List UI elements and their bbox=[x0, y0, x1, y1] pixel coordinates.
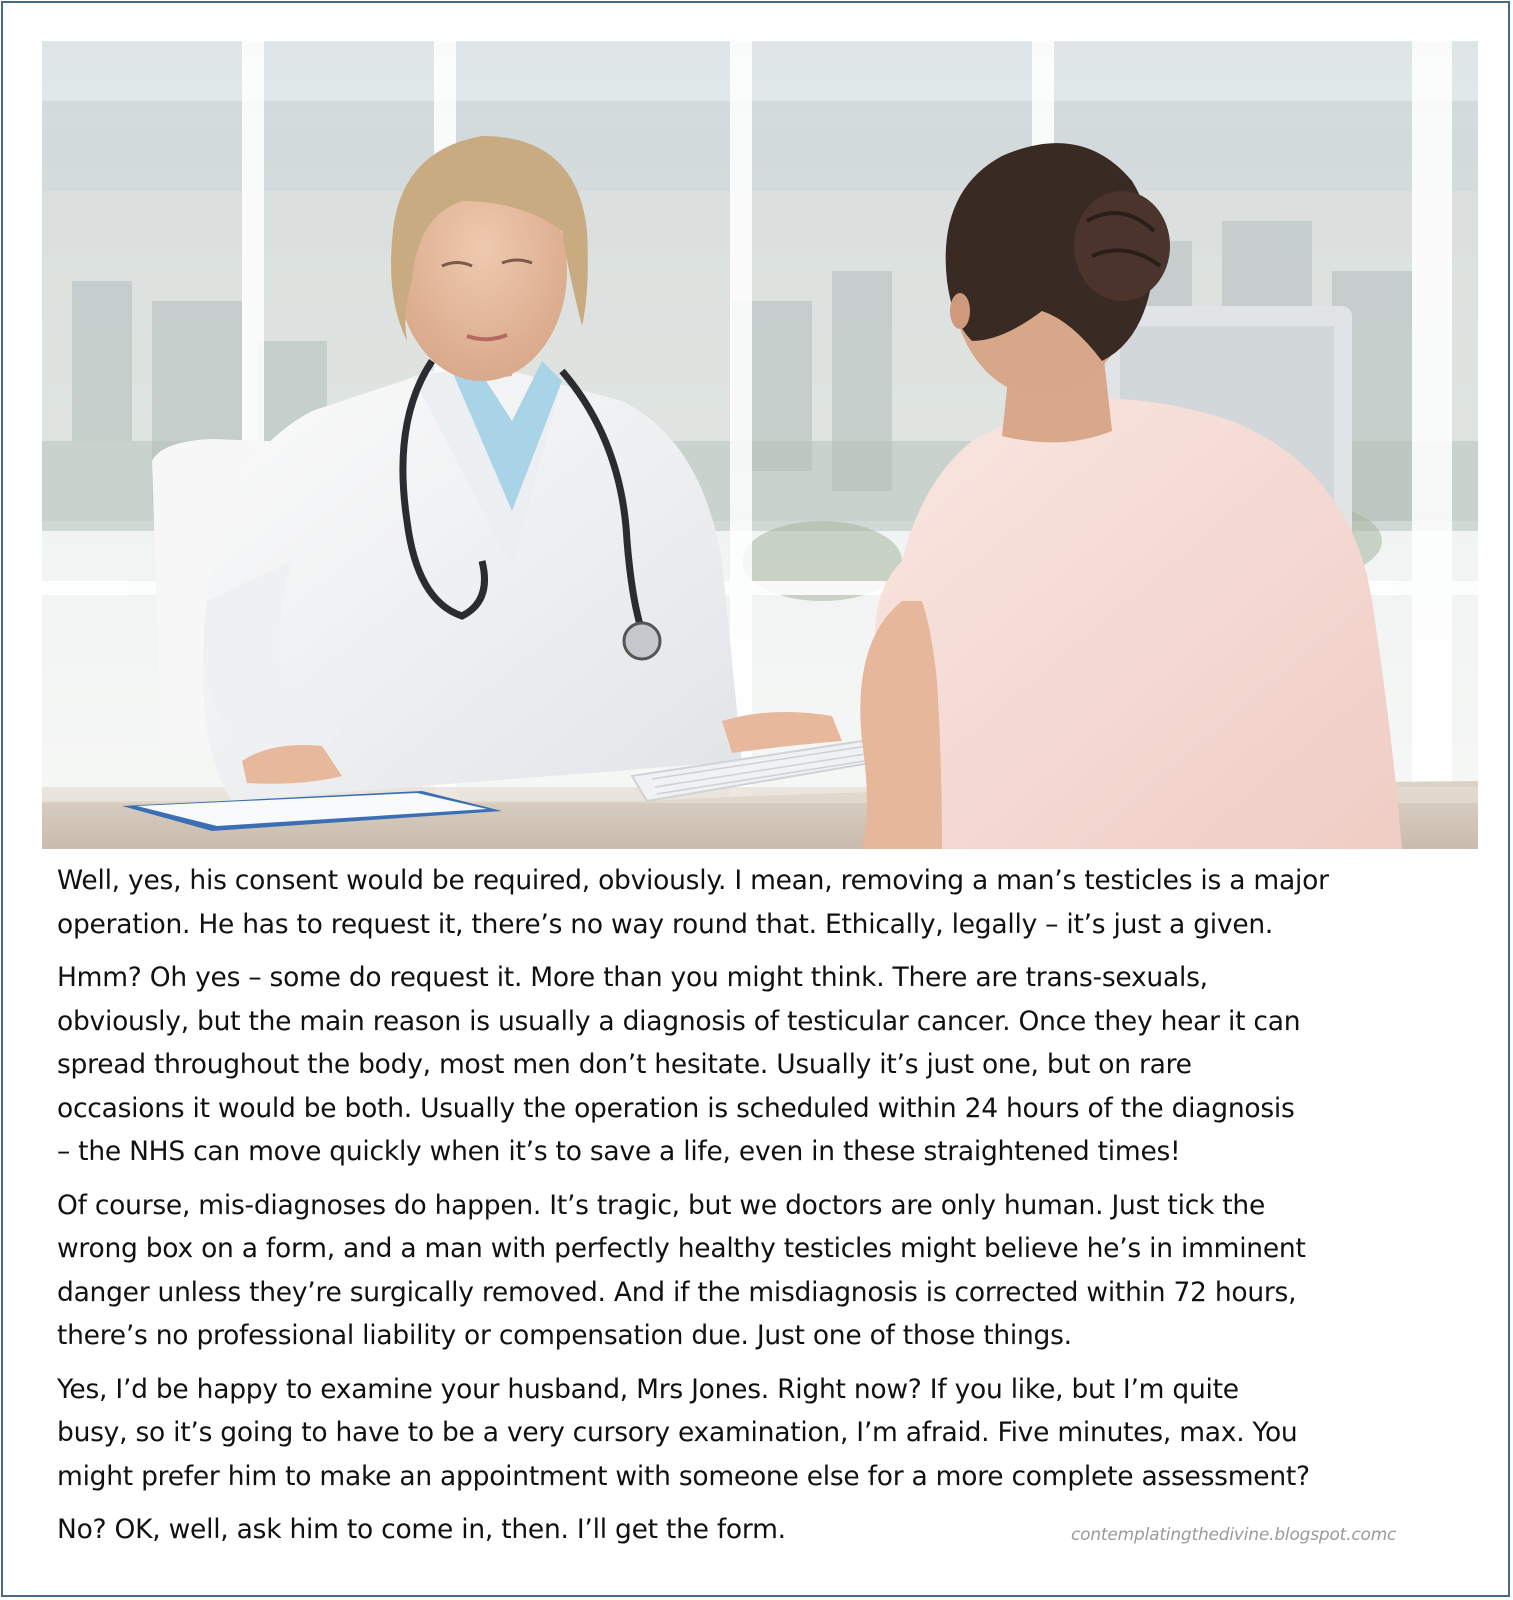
text-line: Of course, mis-diagnoses do happen. It’s tragic, but we doctors are only human. Just tick the bbox=[57, 1189, 1266, 1221]
text-line: obviously, but the main reason is usually a diagnosis of testicular cancer. Once they hear it can bbox=[57, 1005, 1301, 1037]
text-line: danger unless they’re surgically removed. And if the misdiagnosis is corrected within 72 hours, bbox=[57, 1276, 1297, 1308]
photo-illustration bbox=[42, 41, 1478, 849]
text-line: – the NHS can move quickly when it’s to save a life, even in these straightened times! bbox=[57, 1136, 1181, 1167]
text-line: busy, so it’s going to have to be a very cursory examination, I’m afraid. Five minutes, max. You bbox=[57, 1417, 1298, 1448]
text-line: occasions it would be both. Usually the operation is scheduled within 24 hours of the diagnosis bbox=[57, 1092, 1295, 1124]
text-line: No? OK, well, ask him to come in, then. I’ll get the form. bbox=[57, 1514, 786, 1545]
paragraph-3 bbox=[57, 1184, 1477, 1358]
text-line: Well, yes, his consent would be required, obviously. I mean, removing a man’s testicles is a major bbox=[57, 865, 1329, 896]
paragraph-1 bbox=[57, 859, 1477, 946]
story-text bbox=[57, 859, 1477, 1562]
paragraph-4 bbox=[57, 1368, 1477, 1499]
text-line: spread throughout the body, most men don’t hesitate. Usually it’s just one, but on rare bbox=[57, 1049, 1192, 1080]
blog-watermark: contemplatingthedivine.blogspot.comc bbox=[1071, 1525, 1397, 1545]
page-frame bbox=[1, 1, 1510, 1597]
text-line: operation. He has to request it, there’s no way round that. Ethically, legally – it’s just a given. bbox=[57, 908, 1274, 940]
paragraph-2 bbox=[57, 956, 1477, 1174]
text-line: there’s no professional liability or compensation due. Just one of those things. bbox=[57, 1320, 1072, 1351]
text-line: Yes, I’d be happy to examine your husband, Mrs Jones. Right now? If you like, but I’m quite bbox=[57, 1373, 1239, 1405]
text-line: wrong box on a form, and a man with perfectly healthy testicles might believe he’s in imminent bbox=[57, 1233, 1306, 1264]
text-line: Hmm? Oh yes – some do request it. More than you might think. There are trans-sexuals, bbox=[57, 962, 1208, 993]
consultation-photo bbox=[42, 41, 1478, 849]
text-line: might prefer him to make an appointment with someone else for a more complete assessment? bbox=[57, 1460, 1310, 1492]
